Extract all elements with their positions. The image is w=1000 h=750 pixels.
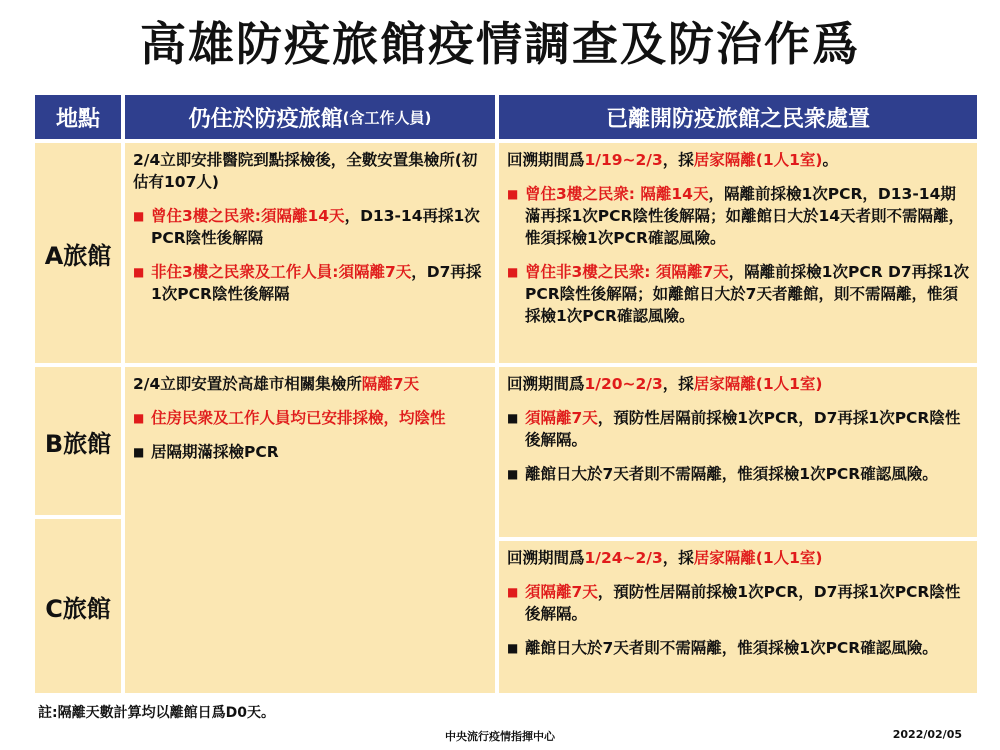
footnote: 註:隔離天數計算均以離館日爲D0天。 — [38, 705, 275, 721]
a-left-intro-end: 。 — [822, 151, 839, 169]
a-left-item-2 — [507, 261, 969, 327]
b-left-intro-date: 1/20~2/3 — [584, 375, 663, 393]
bc-staying-item-2-text: 居隔期滿採檢PCR — [151, 443, 279, 461]
bc-staying-intro-red: 隔離7天 — [361, 375, 420, 393]
c-left-item-2-text: 離館日大於7天者則不需隔離，惟須採檢1次PCR確認風險。 — [525, 639, 938, 657]
a-staying-item-2-red: 非住3樓之民衆及工作人員:須隔離7天 — [151, 263, 412, 281]
location-b-label: B旅館 — [44, 429, 112, 458]
c-left-intro-red: 居家隔離(1人1室) — [693, 549, 823, 567]
bullet-square-icon: ■ — [507, 187, 519, 201]
a-left-intro-pre: 回溯期間爲 — [507, 151, 585, 169]
a-left-intro-red: 居家隔離(1人1室) — [693, 151, 823, 169]
c-left-item-1 — [507, 581, 969, 625]
b-left-intro-red: 居家隔離(1人1室) — [693, 375, 823, 393]
header-staying-label: 仍住於防疫旅館 — [188, 106, 343, 132]
bc-staying-item-2 — [133, 441, 487, 463]
a-staying-item-1 — [133, 205, 487, 249]
c-left-intro-mid: ，採 — [662, 549, 694, 567]
a-staying-cell — [123, 141, 497, 365]
a-left-intro — [507, 149, 969, 171]
a-left-item-2-text: ，隔離前採檢1次PCR D7再採1次PCR陰性後解隔；如離館日大於7天者離館，則不需隔離，惟須採檢1次PCR確認風險。 — [525, 263, 969, 325]
a-staying-item-1-red: 曾住3樓之民衆:須隔離14天 — [151, 207, 345, 225]
bc-staying-intro — [133, 373, 487, 395]
a-staying-intro: 2/4立即安排醫院到點採檢後，全數安置集檢所(初估有107人) — [133, 151, 478, 191]
a-left-item-1-red: 曾住3樓之民衆: 隔離14天 — [525, 185, 709, 203]
bullet-square-icon: ■ — [507, 467, 519, 481]
bullet-square-icon: ■ — [133, 209, 145, 223]
location-c — [33, 517, 123, 695]
c-left-item-1-red: 須隔離7天 — [525, 583, 598, 601]
c-left-intro-date: 1/24~2/3 — [584, 549, 663, 567]
bullet-square-icon: ■ — [133, 265, 145, 279]
bullet-square-icon: ■ — [507, 265, 519, 279]
bullet-square-icon: ■ — [133, 411, 145, 425]
b-left-item-2 — [507, 463, 969, 485]
b-left-intro — [507, 373, 969, 395]
c-left-cell — [497, 539, 979, 695]
a-left-item-1-text: ，隔離前採檢1次PCR，D13-14期滿再採1次PCR陰性後解隔；如離館日大於14天者則不需隔離，惟須採檢1次PCR確認風險。 — [525, 185, 965, 247]
b-left-intro-pre: 回溯期間爲 — [507, 375, 585, 393]
a-staying-item-1-text: ，D13-14再採1次PCR陰性後解隔 — [151, 207, 480, 247]
b-left-intro-mid: ，採 — [662, 375, 694, 393]
a-staying-item-2 — [133, 261, 487, 305]
location-b — [33, 365, 123, 517]
header-location-label: 地點 — [55, 106, 100, 132]
footer-date: 2022/02/05 — [892, 728, 962, 741]
b-left-item-1-text: ，預防性居隔前採檢1次PCR，D7再採1次PCR陰性後解隔。 — [525, 409, 961, 449]
bc-staying-intro-pre: 2/4立即安置於高雄市相關集檢所 — [133, 375, 362, 393]
c-left-intro-pre: 回溯期間爲 — [507, 549, 585, 567]
b-left-item-1 — [507, 407, 969, 451]
bullet-square-icon: ■ — [507, 585, 519, 599]
a-left-item-1 — [507, 183, 969, 249]
header-location — [33, 93, 123, 141]
location-a-label: A旅館 — [44, 241, 112, 270]
a-left-intro-date: 1/19~2/3 — [584, 151, 663, 169]
a-left-item-2-red: 曾住非3樓之民衆: 須隔離7天 — [525, 263, 729, 281]
hotel-table — [33, 93, 979, 695]
bc-staying-cell — [123, 365, 497, 695]
location-a — [33, 141, 123, 365]
bc-staying-item-1 — [133, 407, 487, 429]
b-left-item-2-text: 離館日大於7天者則不需隔離，惟須採檢1次PCR確認風險。 — [525, 465, 938, 483]
c-left-item-1-text: ，預防性居隔前採檢1次PCR，D7再採1次PCR陰性後解隔。 — [525, 583, 961, 623]
header-staying-note: (含工作人員) — [342, 108, 432, 127]
c-left-intro — [507, 547, 969, 569]
bullet-square-icon: ■ — [507, 641, 519, 655]
header-staying — [123, 93, 497, 141]
a-left-intro-mid: ，採 — [662, 151, 694, 169]
bullet-square-icon: ■ — [507, 411, 519, 425]
a-staying-item-2-text: ，D7再採1次PCR陰性後解隔 — [151, 263, 482, 303]
b-left-item-1-red: 須隔離7天 — [525, 409, 598, 427]
page-title: 高雄防疫旅館疫情調查及防治作爲 — [140, 17, 860, 71]
header-left-label: 已離開防疫旅館之民衆處置 — [605, 106, 870, 132]
c-left-item-2 — [507, 637, 969, 659]
bc-staying-item-1-text: 住房民衆及工作人員均已安排採檢，均陰性 — [151, 409, 446, 427]
bullet-square-icon: ■ — [133, 445, 145, 459]
footer-org: 中央流行疫情指揮中心 — [445, 730, 555, 743]
a-left-cell — [497, 141, 979, 365]
header-left — [497, 93, 979, 141]
b-left-cell — [497, 365, 979, 539]
location-c-label: C旅館 — [45, 594, 111, 623]
